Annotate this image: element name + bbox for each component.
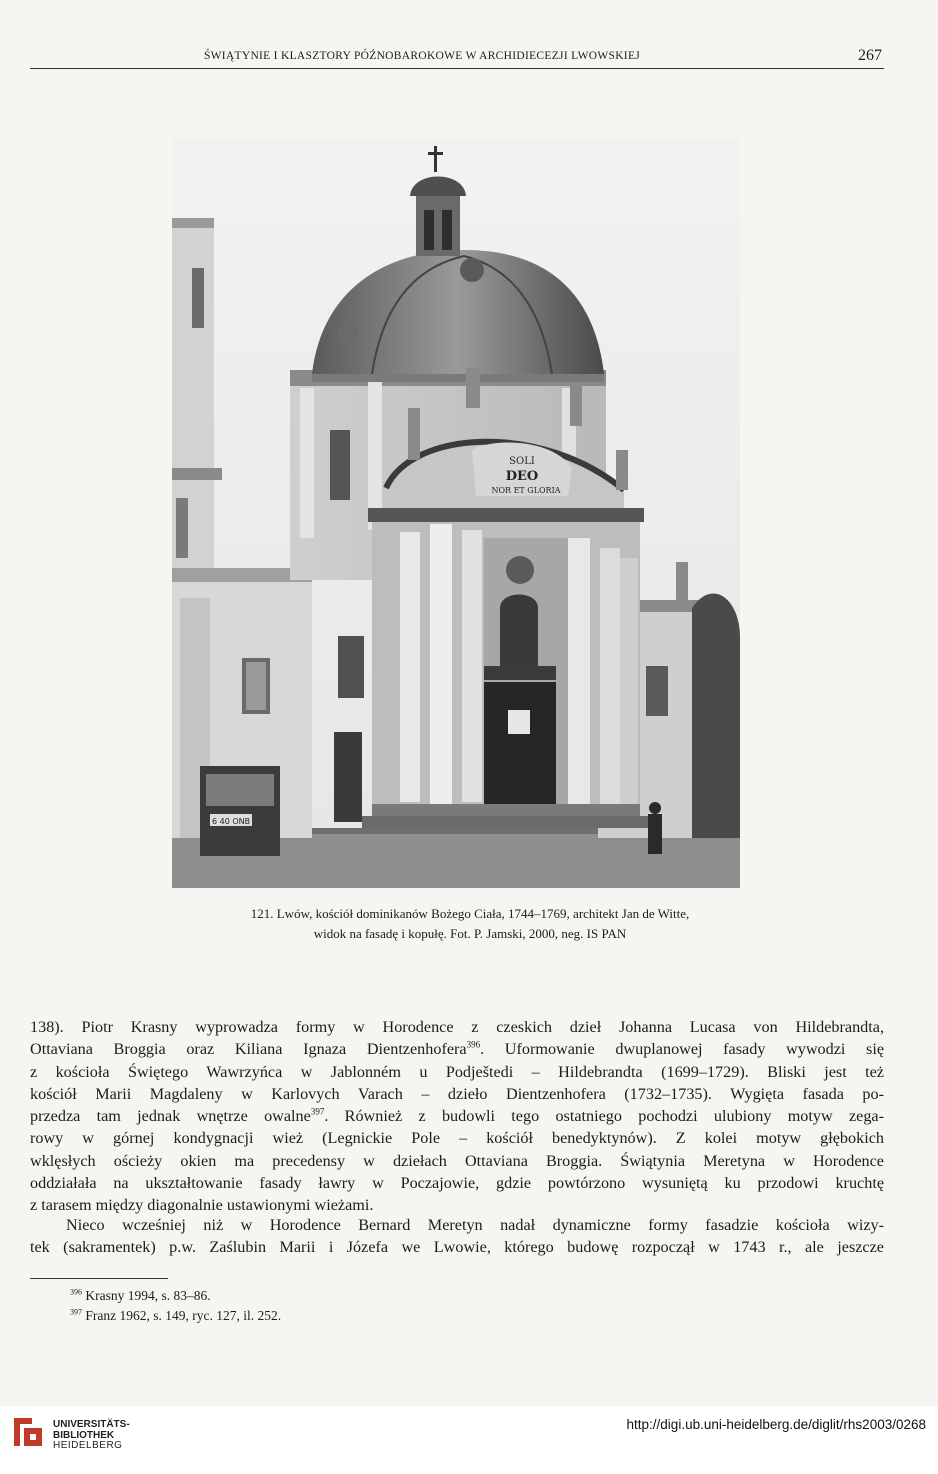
text-line (30, 1038, 884, 1060)
text-line (30, 1105, 884, 1127)
body-paragraph-2 (30, 1214, 884, 1259)
text-span: . Uformowanie dwuplanowej fasady wywodzi się (480, 1040, 884, 1059)
footnote-397 (70, 1308, 281, 1324)
inscription-line1: SOLI (509, 456, 535, 467)
logo-line2: BIBLIOTHEK (53, 1429, 115, 1441)
footnote-ref-397[interactable]: 397 (310, 1106, 325, 1117)
text-line: oddziałała na ukształtowanie fasady ławry w Poczajowie, gdzie powtórzono wysuniętą ku przodowi kruchtę (30, 1174, 884, 1193)
text-line: tek (sakramentek) p.w. Zaślubin Marii i Józefa we Lwowie, którego budowę rozpoczął w 1743 r., ale jeszcze (30, 1238, 884, 1257)
text-line: Nieco wcześniej niż w Horodence Bernard Meretyn nadał dynamiczne formy fasadzie kościoła wizy- (66, 1216, 884, 1234)
text-span: przedza tam jednak wnętrze owalne (30, 1107, 311, 1126)
footnote-text: Krasny 1994, s. 83–86. (85, 1288, 211, 1303)
text-span: . Również z budowli tego ostatniego pochodzi ulubiony motyw zega- (324, 1107, 885, 1126)
library-logo-text[interactable] (53, 1420, 130, 1452)
running-head (30, 48, 884, 69)
footnote-396 (70, 1288, 211, 1304)
footnote-number: 396 (70, 1287, 82, 1297)
inscription-line2: DEO (505, 469, 539, 484)
source-url-link[interactable]: http://digi.ub.uni-heidelberg.de/diglit/rhs2003/0268 (626, 1417, 926, 1432)
library-logo-icon[interactable] (10, 1414, 46, 1450)
footnote-text: Franz 1962, s. 149, ryc. 127, il. 252. (85, 1308, 282, 1323)
text-span: Ottaviana Broggia oraz Kiliana Ignaza Dientzenhofera (30, 1040, 467, 1059)
church-photograph (172, 138, 740, 888)
figure-caption-line1: 121. Lwów, kościół dominikanów Bożego Ciała, 1744–1769, architekt Jan de Witte, (250, 906, 690, 921)
text-line: z kościoła Świętego Wawrzyńca w Jablonném u Podještedi – Hildebrandta (1699–1729). Bliski jest też (30, 1062, 884, 1081)
text-line: 138). Piotr Krasny wyprowadza formy w Horodence z czeskich dzieł Johanna Lucasa von Hildebrandta, (30, 1018, 884, 1036)
text-line: kościół Marii Magdaleny w Karlovych Varach – dzieło Dientzenhofera (1732–1735). Wygięta fasada po- (30, 1084, 884, 1103)
logo-line3: HEIDELBERG (53, 1440, 123, 1451)
running-title: ŚWIĄTYNIE I KLASZTORY PÓŹNOBAROKOWE W ARCHIDIECEZJI LWOWSKIEJ (203, 50, 641, 62)
text-line: wklęsłych ościeży okien ma precedensy w dziełach Ottaviana Broggia. Świątynia Meretyna w Horodence (30, 1151, 884, 1170)
footnote-number: 397 (70, 1307, 82, 1317)
text-line: rowy w górnej kondygnacji wież (Legnickie Pole – kościół benedyktynów). Z kolei motyw głębokich (30, 1129, 884, 1148)
text-line: z tarasem między diagonalnie ustawionymi wieżami. (30, 1196, 374, 1215)
footnote-ref-396[interactable]: 396 (466, 1039, 481, 1050)
page-number: 267 (858, 47, 882, 64)
body-paragraph-1 (30, 1016, 884, 1217)
van-plate: 6 40 ONB (212, 817, 251, 826)
logo-line1: UNIVERSITÄTS- (53, 1419, 130, 1430)
inscription-line3: NOR ET GLORIA (491, 486, 561, 495)
figure-caption-line2: widok na fasadę i kopułę. Fot. P. Jamski, 2000, neg. IS PAN (313, 926, 627, 941)
footnote-divider (30, 1278, 168, 1279)
